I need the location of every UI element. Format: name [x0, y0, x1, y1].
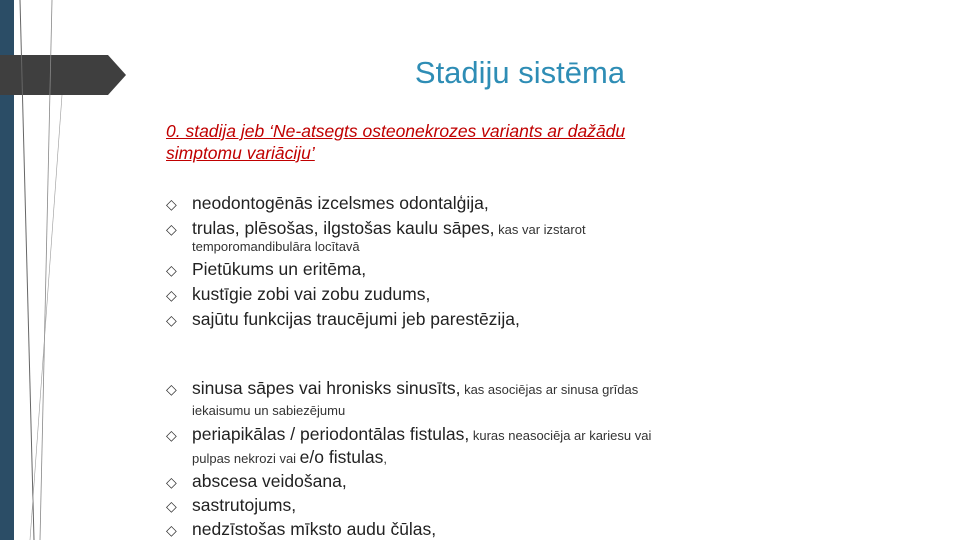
item-text: Pietūkums un eritēma,: [192, 259, 367, 279]
item-continuation: temporomandibulāra locītavā: [192, 239, 360, 254]
diamond-bullet-icon: ◇: [166, 312, 177, 328]
item-note: kas var izstarot: [494, 222, 586, 237]
list-item: [166, 193, 489, 215]
slide-title: Stadiju sistēma: [414, 55, 626, 90]
list-item: [166, 424, 651, 446]
decorative-lines: [0, 0, 140, 540]
continuation-text: pulpas nekrozi vai: [192, 451, 300, 466]
diamond-bullet-icon: ◇: [166, 474, 177, 490]
diamond-bullet-icon: ◇: [166, 196, 177, 212]
continuation-emphasis: e/o fistulas: [299, 447, 384, 467]
subtitle-line-1: 0. stadija jeb ‘Ne-atsegts osteonekrozes variants ar dažādu: [166, 121, 626, 141]
diamond-bullet-icon: ◇: [166, 381, 177, 397]
item-note: kas asociējas ar sinusa grīdas: [460, 382, 639, 397]
list-item: [166, 519, 436, 541]
item-text: sastrutojums,: [192, 495, 297, 515]
list-item: [166, 471, 347, 493]
item-text: trulas, plēsošas, ilgstošas kaulu sāpes,: [192, 218, 495, 238]
diamond-bullet-icon: ◇: [166, 221, 177, 237]
subtitle-line-2: simptomu variāciju’: [166, 143, 315, 163]
item-text: nedzīstošas mīksto audu čūlas,: [192, 519, 437, 539]
item-text: periapikālas / periodontālas fistulas,: [192, 424, 470, 444]
item-text: neodontogēnās izcelsmes odontalģija,: [192, 193, 489, 213]
list-item: [166, 378, 638, 400]
list-item: [166, 218, 586, 240]
diamond-bullet-icon: ◇: [166, 498, 177, 514]
list-item: [166, 309, 520, 331]
item-text: sinusa sāpes vai hronisks sinusīts,: [192, 378, 461, 398]
list-item: [166, 284, 430, 306]
header-arrow-shape: [0, 55, 126, 95]
item-text: abscesa veidošana,: [192, 471, 347, 491]
item-continuation: [192, 447, 387, 468]
diamond-bullet-icon: ◇: [166, 427, 177, 443]
slide-subtitle: [166, 120, 766, 164]
item-continuation: iekaisumu un sabiezējumu: [192, 403, 346, 418]
list-item: [166, 259, 366, 281]
list-item: [166, 495, 296, 517]
diamond-bullet-icon: ◇: [166, 287, 177, 303]
item-text: sajūtu funkcijas traucējumi jeb parestēzija,: [192, 309, 520, 329]
item-note: kuras neasociēja ar kariesu vai: [469, 428, 652, 443]
diamond-bullet-icon: ◇: [166, 262, 177, 278]
diamond-bullet-icon: ◇: [166, 522, 177, 538]
continuation-end: ,: [383, 451, 387, 466]
item-text: kustīgie zobi vai zobu zudums,: [192, 284, 431, 304]
